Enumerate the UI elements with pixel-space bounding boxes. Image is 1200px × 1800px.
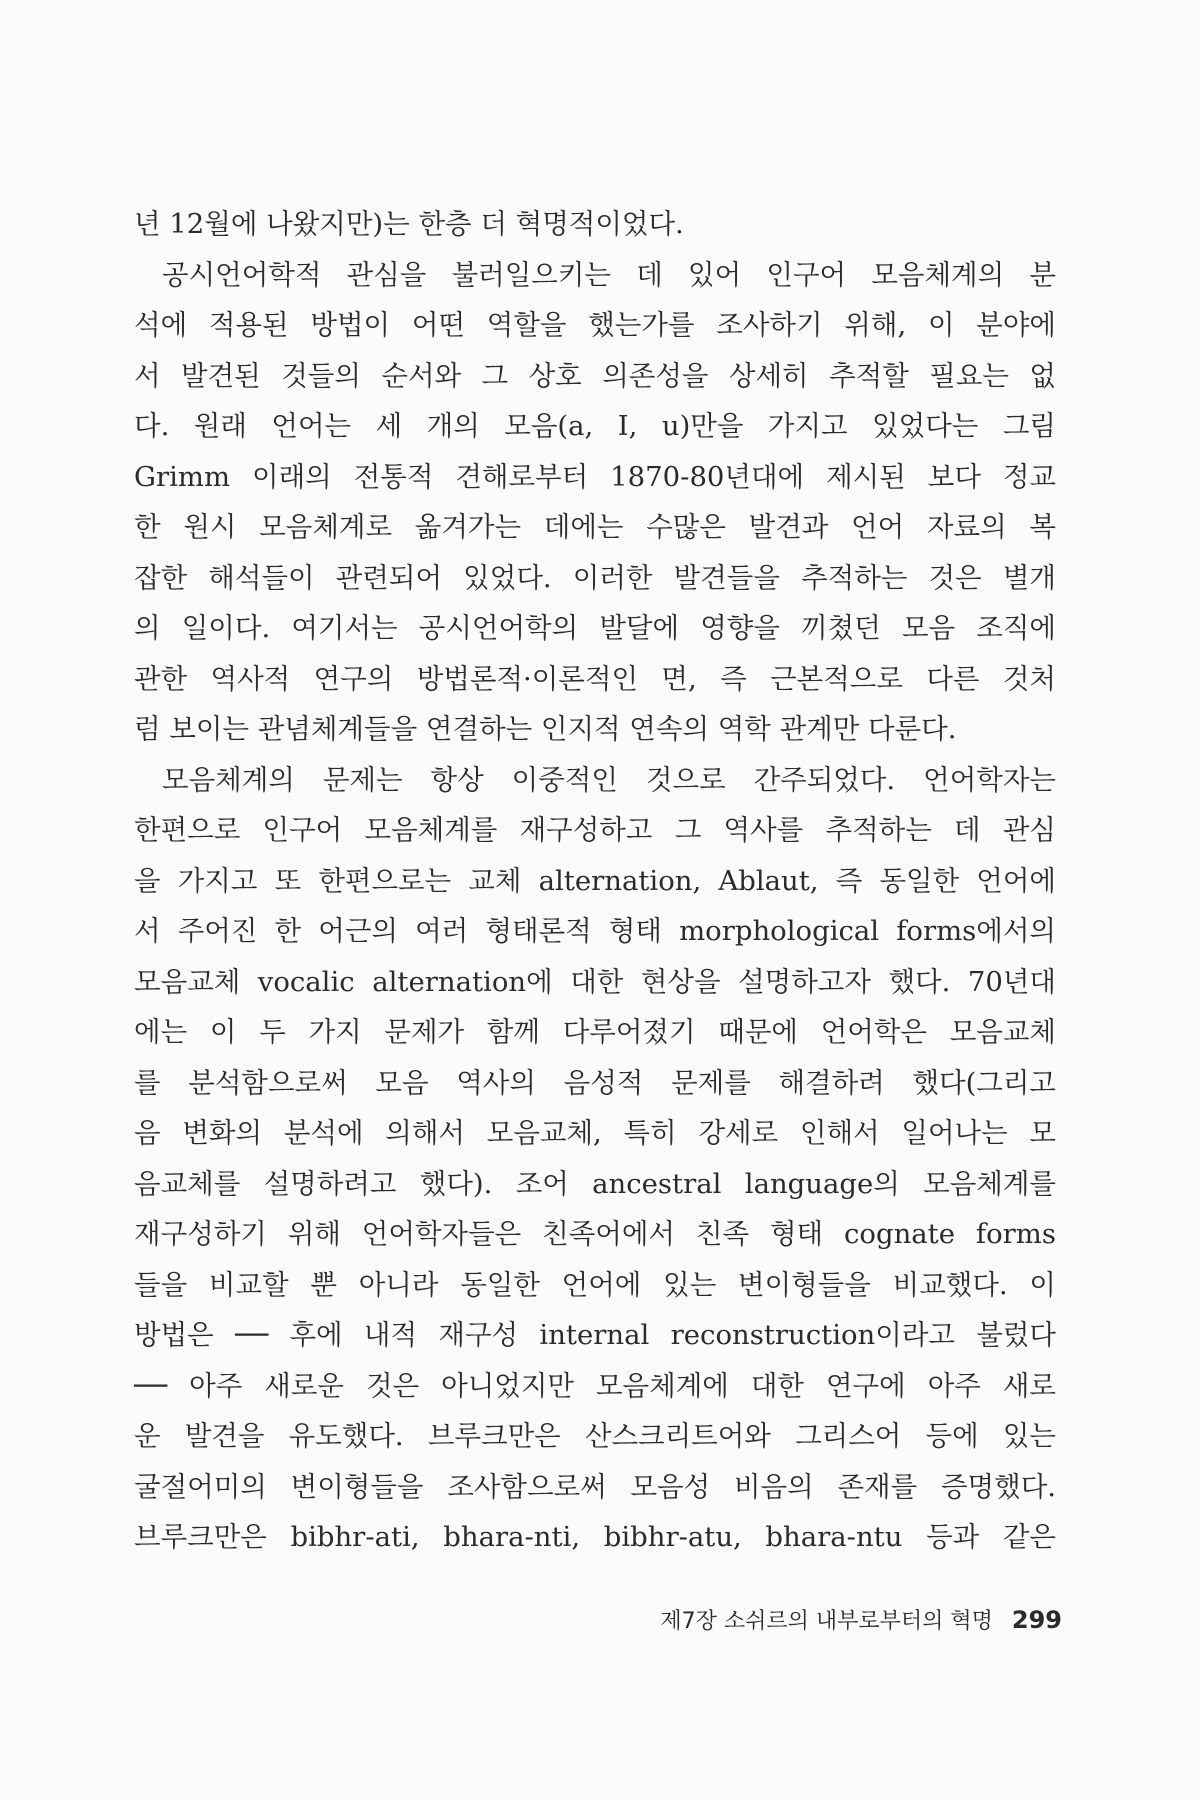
text-line: 한 원시 모음체계로 옮겨가는 데에는 수많은 발견과 언어 자료의 복	[134, 511, 1056, 543]
text-line: 서 발견된 것들의 순서와 그 상호 의존성을 상세히 추적할 필요는 없	[134, 359, 1056, 392]
text-line: 관한 역사적 연구의 방법론적·이론적인 면, 즉 근본적으로 다른 것처	[134, 662, 1056, 695]
text-line: 한편으로 인구어 모음체계를 재구성하고 그 역사를 추적하는 데 관심	[134, 814, 1056, 846]
text-line: 음 변화의 분석에 의해서 모음교체, 특히 강세로 인해서 일어나는 모	[134, 1117, 1056, 1149]
text-line: 에는 이 두 가지 문제가 함께 다루어졌기 때문에 언어학은 모음교체	[134, 1016, 1056, 1048]
text-line: 운 발견을 유도했다. 브루크만은 산스크리트어와 그리스어 등에 있는	[134, 1420, 1056, 1452]
text-line: ── 아주 새로운 것은 아니었지만 모음체계에 대한 연구에 아주 새로	[134, 1369, 1056, 1402]
text-line: 년 12월에 나왔지만)는 한층 더 혁명적이었다.	[134, 208, 684, 240]
text-line: Grimm 이래의 전통적 견해로부터 1870-80년대에 제시된 보다 정교	[134, 460, 1056, 493]
body-text	[134, 199, 1056, 1563]
text-line: 석에 적용된 방법이 어떤 역할을 했는가를 조사하기 위해, 이 분야에	[134, 309, 1056, 341]
text-line: 서 주어진 한 어근의 여러 형태론적 형태 morphological forms에서의	[134, 915, 1056, 947]
text-line: 의 일이다. 여기서는 공시언어학의 발달에 영향을 끼쳤던 모음 조직에	[134, 612, 1056, 644]
text-line: 를 분석함으로써 모음 역사의 음성적 문제를 해결하려 했다(그리고	[134, 1066, 1056, 1099]
text-line: 브루크만은 bibhr-ati, bhara-nti, bibhr-atu, bhara-ntu 등과 같은	[134, 1521, 1056, 1553]
text-line: 을 가지고 또 한편으로는 교체 alternation, Ablaut, 즉 동일한 언어에	[134, 864, 1056, 897]
text-line: 음교체를 설명하려고 했다). 조어 ancestral language의 모음체계를	[134, 1167, 1056, 1200]
running-head: 제7장 소쉬르의 내부로부터의 혁명	[660, 1609, 993, 1634]
text-line: 잡한 해석들이 관련되어 있었다. 이러한 발견들을 추적하는 것은 별개	[134, 561, 1056, 594]
text-line: 럼 보이는 관념체계들을 연결하는 인지적 연속의 역학 관계만 다룬다.	[134, 713, 957, 745]
page-footer	[560, 1604, 1062, 1635]
text-line: 재구성하기 위해 언어학자들은 친족어에서 친족 형태 cognate forms	[134, 1218, 1056, 1250]
text-line: 다. 원래 언어는 세 개의 모음(a, I, u)만을 가지고 있었다는 그림	[134, 410, 1056, 442]
text-line: 들을 비교할 뿐 아니라 동일한 언어에 있는 변이형들을 비교했다. 이	[134, 1268, 1056, 1301]
page-number: 299	[1011, 1606, 1062, 1634]
text-line: 모음체계의 문제는 항상 이중적인 것으로 간주되었다. 언어학자는	[162, 763, 1056, 796]
text-line: 공시언어학적 관심을 불러일으키는 데 있어 인구어 모음체계의 분	[162, 258, 1056, 291]
text-line: 굴절어미의 변이형들을 조사함으로써 모음성 비음의 존재를 증명했다.	[134, 1470, 1056, 1503]
text-line: 방법은 ── 후에 내적 재구성 internal reconstruction이라고 불렀다	[134, 1319, 1056, 1351]
text-line: 모음교체 vocalic alternation에 대한 현상을 설명하고자 했다. 70년대	[134, 965, 1056, 998]
